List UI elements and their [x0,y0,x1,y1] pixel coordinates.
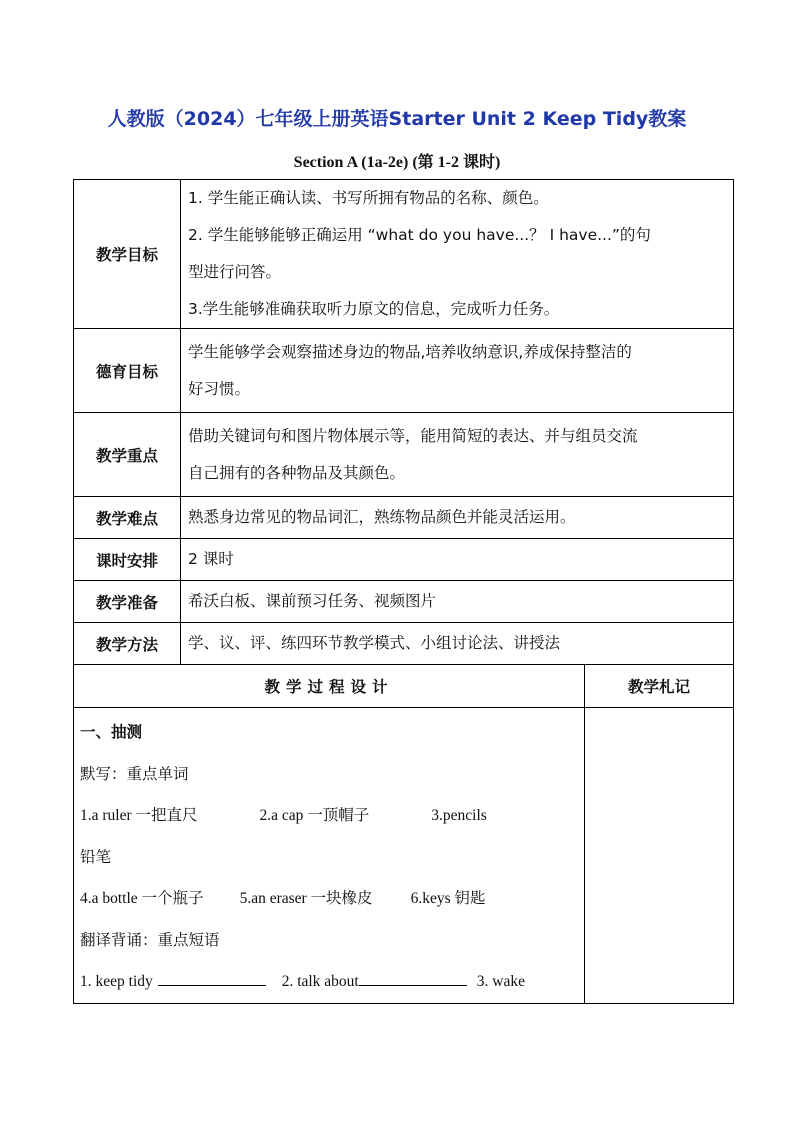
notes-header: 教学札记 [585,665,734,708]
word-3-chinese: 铅笔 [80,847,112,866]
phrase-2: 2. talk about [281,973,359,990]
row-preparation [74,581,734,623]
lesson-plan-table [73,179,734,1004]
word-3: 3.pencils [431,807,487,824]
content-schedule: 2 课时 [181,539,734,581]
label-schedule: 课时安排 [74,539,181,581]
content-teaching-goals [181,180,734,329]
goal-line-1: 1. 学生能正确认读、书写所拥有物品的名称、颜色。 [188,189,549,207]
process-header: 教学过程设计 [74,665,585,708]
content-key-points [181,413,734,497]
phrase-1-blank [158,969,266,986]
moral-line-1: 学生能够学会观察描述身边的物品,培养收纳意识,养成保持整洁的 [188,342,632,361]
goal-line-2: 2. 学生能够能够正确运用 “what do you have...？ I have...”的句 [188,226,651,244]
notes-body [585,708,734,1004]
dictation-label: 默写：重点单词 [80,764,189,783]
word-5: 5.an eraser 一块橡皮 [239,890,373,907]
row-method [74,623,734,665]
row-process-body [74,708,734,1004]
content-difficulty: 熟悉身边常见的物品词汇，熟练物品颜色并能灵活运用。 [181,497,734,539]
content-method: 学、议、评、练四环节教学模式、小组讨论法、讲授法 [181,623,734,665]
key-points-line-2: 自己拥有的各种物品及其颜色。 [188,463,406,482]
row-process-header [74,665,734,708]
document-subtitle: Section A (1a-2e) (第 1-2 课时) [293,154,501,171]
label-method: 教学方法 [74,623,181,665]
translate-label: 翻译背诵：重点短语 [80,930,220,949]
row-teaching-goals [74,180,734,329]
label-teaching-goals: 教学目标 [74,180,181,329]
phrase-2-blank [359,969,467,986]
row-difficulty [74,497,734,539]
label-moral-goals: 德育目标 [74,329,181,413]
label-difficulty: 教学难点 [74,497,181,539]
words-line-1 [80,795,578,837]
row-moral-goals [74,329,734,413]
process-body [74,708,585,1004]
phrase-3: 3. wake [476,973,525,990]
label-key-points: 教学重点 [74,413,181,497]
word-1: 1.a ruler 一把直尺 [80,807,198,824]
moral-line-2: 好习惯。 [188,379,251,398]
row-schedule [74,539,734,581]
words-line-2 [80,878,578,920]
word-2: 2.a cap 一顶帽子 [259,807,370,824]
section-1-title: 一、抽测 [80,723,143,741]
document-title: 人教版（2024）七年级上册英语Starter Unit 2 Keep Tidy教案 [107,108,687,130]
phrase-1: 1. keep tidy [80,973,153,990]
row-key-points [74,413,734,497]
phrases-line [80,961,578,1003]
content-moral-goals [181,329,734,413]
key-points-line-1: 借助关键词句和图片物体展示等，能用简短的表达、并与组员交流 [188,426,638,445]
label-preparation: 教学准备 [74,581,181,623]
goal-line-3: 型进行问答。 [188,263,282,281]
word-6: 6.keys 钥匙 [410,890,486,907]
word-4: 4.a bottle 一个瓶子 [80,890,204,907]
goal-line-4: 3.学生能够准确获取听力原文的信息，完成听力任务。 [188,300,560,318]
content-preparation: 希沃白板、课前预习任务、视频图片 [181,581,734,623]
